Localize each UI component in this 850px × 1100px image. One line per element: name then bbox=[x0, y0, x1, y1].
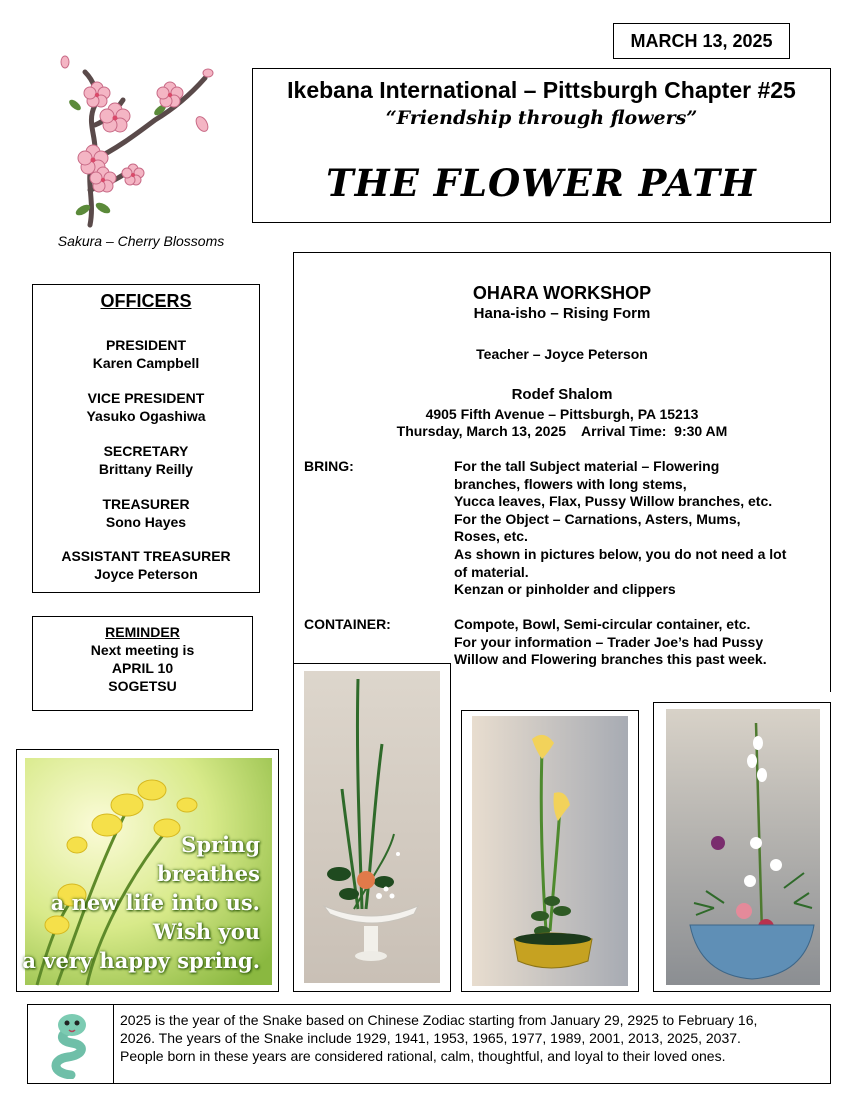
reminder-panel bbox=[32, 616, 253, 711]
container-label: CONTAINER: bbox=[304, 616, 391, 632]
sakura-caption: Sakura – Cherry Blossoms bbox=[57, 233, 225, 249]
reminder-heading: REMINDER bbox=[105, 624, 180, 640]
officer-secretary bbox=[33, 442, 259, 478]
officer-role: ASSISTANT TREASURER bbox=[61, 548, 231, 564]
spring-greeting-card bbox=[16, 749, 279, 992]
zodiac-note bbox=[27, 1004, 831, 1084]
workshop-title: OHARA WORKSHOP bbox=[472, 283, 652, 303]
motto: “Friendship through flowers” bbox=[385, 107, 698, 129]
officer-president bbox=[33, 336, 259, 372]
workshop-address: 4905 Fifth Avenue – Pittsburgh, PA 15213 bbox=[425, 406, 699, 422]
reminder-date: APRIL 10 bbox=[111, 660, 174, 676]
photo-arrangement-compote bbox=[293, 663, 451, 992]
date-badge: MARCH 13, 2025 bbox=[613, 23, 790, 59]
newsletter-header bbox=[252, 68, 831, 223]
officer-name: Joyce Peterson bbox=[94, 566, 198, 582]
workshop-venue: Rodef Shalom bbox=[511, 386, 613, 403]
officer-name: Yasuko Ogashiwa bbox=[86, 408, 206, 424]
officer-vice-president bbox=[33, 389, 259, 425]
officer-assistant-treasurer bbox=[33, 547, 259, 583]
workshop-datetime: Thursday, March 13, 2025 Arrival Time: 9:30 AM bbox=[396, 423, 728, 439]
workshop-subtitle: Hana-isho – Rising Form bbox=[473, 305, 651, 322]
officer-name: Sono Hayes bbox=[105, 514, 187, 530]
officer-treasurer bbox=[33, 495, 259, 531]
zodiac-divider bbox=[113, 1005, 114, 1083]
officers-panel bbox=[32, 284, 260, 593]
snake-icon bbox=[46, 1011, 96, 1079]
bring-label: BRING: bbox=[304, 458, 354, 474]
officer-role: TREASURER bbox=[102, 496, 190, 512]
newsletter-title: THE FLOWER PATH bbox=[326, 161, 757, 205]
reminder-school: SOGETSU bbox=[108, 678, 177, 694]
reminder-line: Next meeting is bbox=[90, 642, 195, 658]
officer-name: Karen Campbell bbox=[92, 355, 200, 371]
officer-role: SECRETARY bbox=[103, 443, 189, 459]
officer-role: PRESIDENT bbox=[105, 337, 187, 353]
photo-arrangement-semicircle bbox=[653, 702, 831, 992]
workshop-teacher: Teacher – Joyce Peterson bbox=[476, 346, 648, 362]
officer-role: VICE PRESIDENT bbox=[87, 390, 205, 406]
officer-name: Brittany Reilly bbox=[98, 461, 194, 477]
photo-arrangement-calla-bowl bbox=[461, 710, 639, 992]
org-title: Ikebana International – Pittsburgh Chapter #25 bbox=[287, 77, 796, 103]
bring-list: For the tall Subject material – Flowering branches, flowers with long stems, Yucca leaves, Flax, Pussy Willow branches, etc. For the Object – Carnations, Asters, Mums, Roses, etc. As shown in pictures below, you do not need a lot of material. Kenzan or pinholder and clippers bbox=[454, 458, 787, 598]
container-list: Compote, Bowl, Semi-circular container, etc. For your information – Trader Joe’s had Pussy Willow and Flowering branches this past week. bbox=[454, 616, 767, 668]
cherry-blossom-icon bbox=[45, 50, 225, 230]
spring-greeting-text: Spring breathes a new life into us. Wish you a very happy spring. bbox=[22, 832, 260, 973]
workshop-panel bbox=[293, 252, 831, 692]
zodiac-text: 2025 is the year of the Snake based on Chinese Zodiac starting from January 29, 2925 to February 16, 2026. The years of the Snake include 1929, 1941, 1953, 1965, 1977, 1989, 2001, 2013, 2025, 2037. People born in these years are considered rational, calm, thoughtful, and loyal to their loved ones. bbox=[120, 1012, 758, 1064]
officers-heading: OFFICERS bbox=[100, 291, 192, 311]
